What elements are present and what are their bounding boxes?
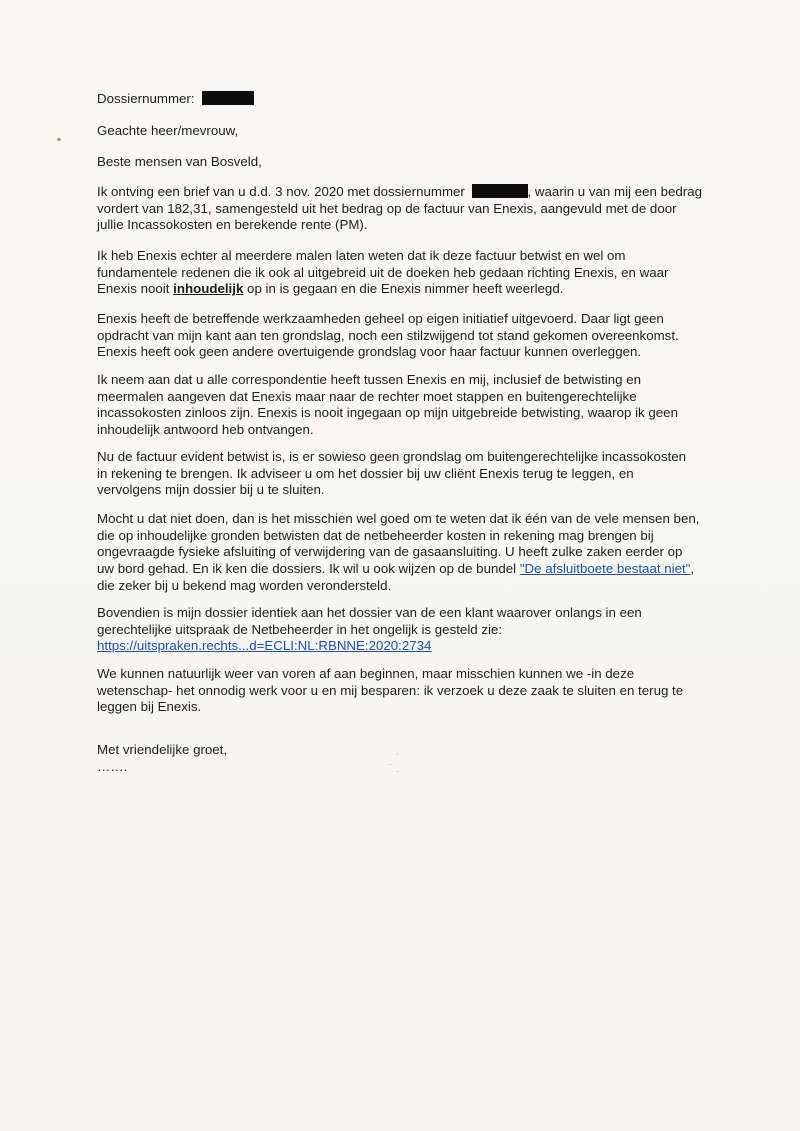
dossier-line: [97, 91, 717, 108]
dossier-label: Dossiernummer:: [97, 91, 195, 106]
p2-line3-start: Enexis nooit: [97, 281, 170, 297]
paragraph-2: [97, 248, 717, 298]
scan-mark: ˎ: [396, 745, 400, 756]
dossier-number-redaction-inline: [472, 184, 528, 198]
p6-line4-comma: ,: [690, 561, 695, 577]
p8-line2: wetenschap- het onnodig werk voor u en mij besparen: ik verzoek u deze zaak te sluiten en terug te: [97, 682, 684, 698]
p3-line3: Enexis heeft ook geen andere overtuigende grondslag voor haar factuur kunnen overleggen.: [97, 344, 642, 360]
p6-line2: die op inhoudelijke gronden betwisten dat de netbeheerder kosten in rekening mag brengen bij: [97, 527, 654, 543]
paragraph-6: [97, 511, 717, 595]
p4-line2: meermalen aangeven dat Enexis maar naar de rechter moet stappen en buitengerechtelijke: [97, 388, 637, 404]
salutation-formal: Geachte heer/mevrouw,: [97, 123, 239, 138]
paragraph-5: [97, 449, 717, 499]
paragraph-1: [97, 184, 717, 234]
p5-line3: vervolgens mijn dossier bij u te sluiten.: [97, 482, 325, 498]
salutation-informal: Beste mensen van Bosveld,: [97, 154, 262, 169]
p1-line2: vordert van 182,31, samengesteld uit het bedrag op de factuur van Enexis, aangevuld met de door: [97, 200, 677, 216]
p6-line3: ongevraagde fysieke afsluiting of verwijdering van de gasaansluiting. U heeft zulke zaken eerder op: [97, 544, 683, 560]
bundle-link[interactable]: "De afsluitboete bestaat niet": [519, 561, 691, 577]
p2-line3-end: op in is gegaan en die Enexis nimmer heeft weerlegd.: [247, 281, 564, 297]
p7-line2: gerechtelijke uitspraak de Netbeheerder in het ongelijk is gesteld zie:: [97, 621, 503, 637]
p4-line3: incassokosten zinloos zijn. Enexis is nooit ingegaan op mijn uitgebreide betwisting, waarop ik geen: [97, 405, 678, 421]
scan-speck: [57, 138, 61, 141]
p6-line5: die zeker bij u bekend mag worden verondersteld.: [97, 577, 392, 593]
p1-line3: jullie Incassokosten en berekende rente (PM).: [97, 217, 368, 233]
p6-line4: uw bord gehad. En ik ken die dossiers. Ik wil u ook wijzen op de bundel: [97, 561, 517, 577]
p2-line1: Ik heb Enexis echter al meerdere malen laten weten dat ik deze factuur betwist en wel om: [97, 248, 626, 263]
closing: [97, 742, 717, 775]
p7-line1: Bovendien is mijn dossier identiek aan het dossier van de een klant waarover onlangs in een: [97, 605, 642, 620]
paragraph-3: [97, 311, 717, 361]
p1-line1-end: , waarin u van mij een bedrag: [527, 184, 702, 199]
signature-placeholder: …….: [97, 758, 128, 774]
p3-line2: opdracht van mijn kant aan ten grondslag, noch een stilzwijgend tot stand gekomen overeenkomst.: [97, 327, 679, 343]
closing-greeting: Met vriendelijke groet,: [97, 742, 228, 757]
p4-line4: inhoudelijk antwoord heb ontvangen.: [97, 422, 314, 438]
emphasis-inhoudelijk: inhoudelijk: [173, 281, 244, 297]
p8-line1: We kunnen natuurlijk weer van voren af aan beginnen, maar misschien kunnen we -in deze: [97, 666, 635, 681]
p1-line1-start: Ik ontving een brief van u d.d. 3 nov. 2020 met dossiernummer: [97, 184, 465, 199]
p5-line2: in rekening te brengen. Ik adviseer u om het dossier bij uw cliënt Enexis terug te leggen, en: [97, 465, 634, 481]
paragraph-8: [97, 666, 717, 716]
p2-line2: fundamentele redenen die ik ook al uitgebreid uit de doeken heb gedaan richting Enexis, en waar: [97, 264, 669, 280]
dossier-number-redaction: [202, 91, 254, 105]
p5-line1: Nu de factuur evident betwist is, is er sowieso geen grondslag om buitengerechtelijke incassokosten: [97, 449, 687, 464]
paragraph-7: [97, 605, 717, 655]
p3-line1: Enexis heeft de betreffende werkzaamheden geheel op eigen initiatief uitgevoerd. Daar ligt geen: [97, 311, 664, 326]
ruling-link[interactable]: https://uitspraken.rechts...d=ECLI:NL:RBNNE:2020:2734: [97, 638, 432, 654]
scan-mark: ⁻ ˍ: [388, 762, 400, 773]
p8-line3: leggen bij Enexis.: [97, 699, 202, 715]
p4-line1: Ik neem aan dat u alle correspondentie heeft tussen Enexis en mij, inclusief de betwisting en: [97, 372, 642, 387]
paragraph-4: [97, 372, 717, 439]
p6-line1: Mocht u dat niet doen, dan is het misschien wel goed om te weten dat ik één van de vele mensen ben,: [97, 511, 700, 526]
